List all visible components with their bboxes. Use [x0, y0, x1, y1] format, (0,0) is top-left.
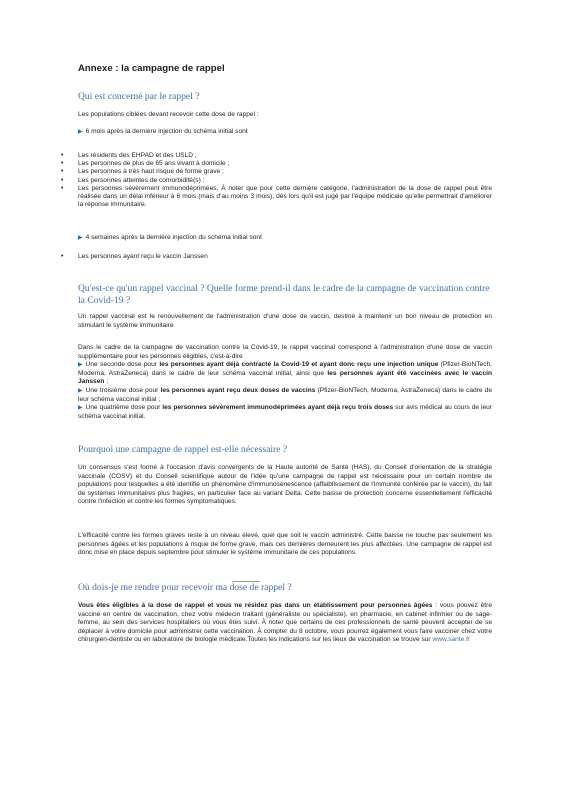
group2-list [61, 253, 492, 261]
heading-why-campaign: Pourquoi une campagne de rappel est-elle nécessaire ? [78, 444, 288, 455]
group1-label-row [78, 128, 248, 137]
list-item: • Les personnes sévèrement immunodéprimées. À noter que pour cette dernière catégorie, l'administration de la dose de rappel peut être réalisée dans un délai inférieur à 6 mois (mais d'au moins 3 mois), dès lors qu'il est jugé par l'équipe médicale qu'elle permettrait d'améliorer la réponse immunitaire. [61, 184, 492, 209]
bullet-dot-icon: • [61, 152, 64, 159]
group1-list [61, 152, 492, 209]
bullet-dot-icon: • [61, 184, 64, 192]
group2-label: 4 semaines après la dernière injection du schéma initial sont [85, 234, 262, 241]
heading-who-concerned: Qui est concerné par le rappel ? [78, 91, 200, 102]
booster-definition: Un rappel vaccinal est le renouvellement de l'administration d'une dose de vaccin, destiné à maintenir un bon niveau de protection en stimulant le système immunitaire [78, 313, 492, 329]
heading-what-is-booster: Qu'est-ce qu'un rappel vaccinal ? Quelle forme prend-il dans le cadre de la campagne de vaccination contre la Covid-19 ? [78, 283, 490, 306]
intro-text: Les populations ciblées devant recevoir cette dose de rappel : [78, 111, 259, 118]
list-item: • Les personnes de plus de 65 ans vivant à domicile ; [61, 160, 230, 168]
bullet-dot-icon: • [61, 176, 64, 184]
list-item: • Les résidents des EHPAD et des USLD ; [61, 152, 197, 159]
consensus-paragraph: Un consensus s'est formé à l'occasion d'avis convergents de la Haute autorité de Santé (HAS), du Conseil d'orientation de la stratégie vaccinale (COSV) et du Conseil scientifique autour de l'idée qu'une campagne de rappel est nécessaire pour un certain nombre de populations pour lesquelles a été identifié un phénomène d'immunosénescence (affaiblissement de l'immunité conférée par le vaccin), du fait de systèmes immunitaires plus fragiles, en particulier face au variant Delta. Cette baisse de protection concerne essentiellement l'efficacité contre l'infection et contre les formes symptomatiques. [78, 464, 492, 506]
efficacy-paragraph: L'efficacité contre les formes graves reste à un niveau élevé, quel que soit le vaccin administré. Cette baisse ne touche pas seulement les personnes âgées et les populations à risque de forme grave, mais ces dernières demeurent les plus affectées. Une campagne de rappel est donc mise en place depuis septembre pour stimuler le système immunitaire de ces populations. [78, 532, 492, 557]
triangle-bullet-icon: ▶ [78, 235, 83, 241]
booster-covid-paragraph: Dans le cadre de la campagne de vaccination contre la Covid-19, le rappel vaccinal correspond à l'administration d'une dose de vaccin supplémentaire pour les personnes éligibles, c'est-à-dire ▶ Une seconde dose pour les personnes ayant déjà contracté la Covid-19 et ayant donc reçu une injection unique (Pfizer-BioNTech, Moderna, AstraZeneca) dans le cadre de leur schéma vaccinal initial, ainsi que les personnes ayant été vaccinées avec le vaccin Janssen ; ▶ Une troisième dose pour les personnes ayant reçu deux doses de vaccins (Pfizer-BioNTech, Moderna, AstraZeneca) dans le cadre de leur schéma vaccinal initial ; ▶ Une quatrième dose pour les personnes sévèrement immunodéprimées ayant déjà reçu trois doses sur avis médical au cours de leur schéma vaccinal initial. [78, 344, 493, 420]
triangle-bullet-icon: ▶ [78, 387, 83, 394]
group1-label: 6 mois après la dernière injection du schéma initial sont [85, 128, 248, 135]
group2-label-row [78, 234, 262, 243]
annex-title: Annexe : la campagne de rappel [78, 63, 225, 74]
bullet-dot-icon: • [61, 253, 64, 260]
triangle-bullet-icon: ▶ [78, 362, 83, 369]
triangle-bullet-icon: ▶ [78, 129, 83, 135]
bullet-dot-icon: • [61, 168, 64, 176]
list-item: • Les personnes atteintes de comorbidité(s) ; [61, 176, 205, 184]
bullet-dot-icon: • [61, 160, 64, 168]
triangle-bullet-icon: ▶ [78, 405, 83, 412]
list-item: • Les personnes à très haut risque de forme grave ; [61, 168, 224, 176]
heading-where-to-go: Où dois-je me rendre pour recevoir ma dose de rappel ? [78, 582, 292, 593]
sante-link[interactable]: www.sante.fr [432, 636, 471, 644]
list-item: • Les personnes ayant reçu le vaccin Janssen [61, 253, 208, 260]
where-paragraph: Vous êtes éligibles à la dose de rappel et vous ne résidez pas dans un établissement pour personnes âgées : vous pouvez être vacciné en centre de vaccination, chez votre médecin traitant (généraliste ou spécialiste), en pharmacie, en cabinet infirmier ou de sage-femme, au sein des services hospitaliers où vous êtes suivi. À noter que certains de ces professionnels de santé peuvent accepter de se déplacer à votre domicile pour administrer cette vaccination. À compter du 8 octobre, vous pourrez également vous faire vacciner chez votre chirurgien-dentiste ou en laboratoire de biologie médicale.Toutes les indications sur les lieux de vaccination se trouve sur www.sante.fr [78, 602, 492, 644]
